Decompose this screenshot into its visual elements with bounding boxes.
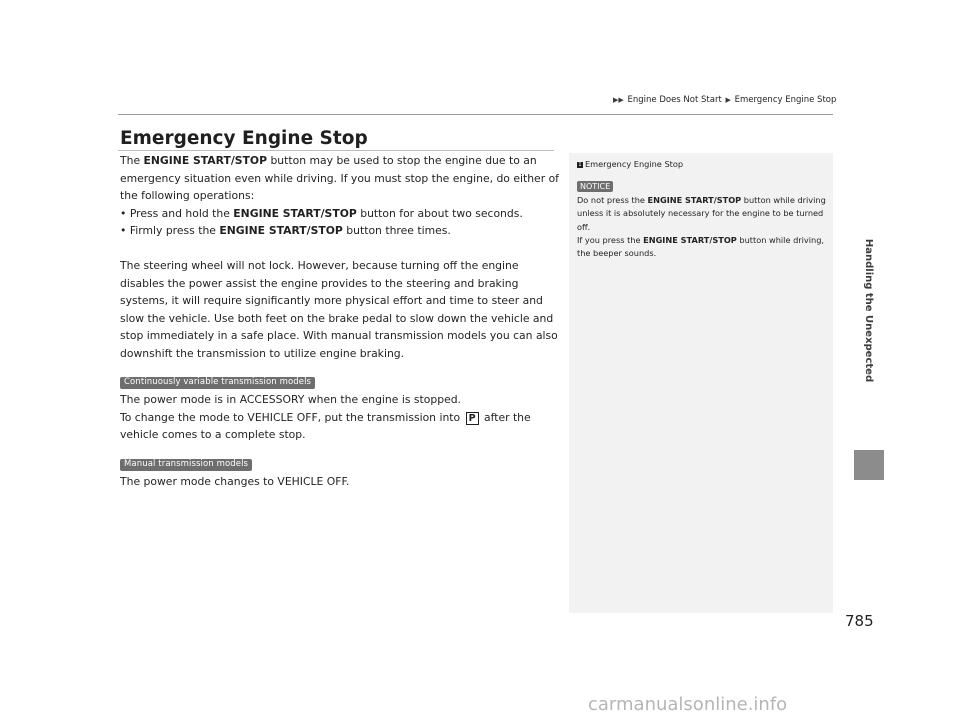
note-title: 1 Emergency Engine Stop bbox=[578, 159, 684, 169]
reference-marker-icon: 1 bbox=[578, 161, 582, 168]
double-triangle-arrow-icon: ▶▶ bbox=[613, 96, 624, 104]
cvt-line-2: To change the mode to VEHICLE OFF, put the transmission into P after the vehicle comes to a complete stop. bbox=[120, 410, 531, 441]
notice-badge: NOTICE bbox=[577, 181, 613, 192]
page-title: Emergency Engine Stop bbox=[120, 128, 368, 149]
steering-paragraph: The steering wheel will not lock. However, because turning off the engine disables the power assist the engine provides to the steering and braking systems, it will require significantly more physical effort and time to steer and slow the vehicle. Use both feet on the brake pedal to slow down the vehicle and stop immediately in a safe place. With manual transmission models you can also downshift the transmission to utilize engine braking. bbox=[120, 259, 558, 360]
sidebar-note bbox=[569, 153, 833, 613]
list-item: • Firmly press the ENGINE START/STOP button three times. bbox=[120, 224, 451, 237]
watermark[interactable]: carmanualsonline.info bbox=[588, 694, 788, 715]
manual-models-tag: Manual transmission models bbox=[120, 459, 252, 471]
breadcrumb bbox=[612, 95, 836, 105]
header-divider bbox=[118, 114, 833, 115]
list-item: • Press and hold the ENGINE START/STOP button for about two seconds. bbox=[120, 206, 523, 220]
section-tab bbox=[854, 180, 884, 440]
cvt-line-1: The power mode is in ACCESSORY when the engine is stopped. bbox=[120, 393, 461, 406]
note-paragraph-1: Do not press the ENGINE START/STOP button while driving unless it is absolutely necessary for the engine to be turned off. bbox=[577, 194, 826, 232]
title-divider bbox=[118, 150, 554, 151]
breadcrumb-item-emergency-engine-stop[interactable]: Emergency Engine Stop bbox=[734, 95, 837, 105]
engine-start-stop-label: ENGINE START/STOP bbox=[143, 154, 268, 167]
triangle-arrow-icon: ▶ bbox=[725, 96, 731, 104]
manual-line: The power mode changes to VEHICLE OFF. bbox=[120, 474, 350, 488]
main-content bbox=[120, 152, 560, 490]
park-gear-icon: P bbox=[466, 412, 479, 425]
cvt-models-tag: Continuously variable transmission models bbox=[120, 377, 315, 389]
page-number: 785 bbox=[845, 612, 874, 630]
intro-paragraph: The ENGINE START/STOP button may be used to stop the engine due to an emergency situation even while driving. If you must stop the engine, do either of the following operations: bbox=[120, 154, 559, 202]
section-tab-marker bbox=[854, 450, 884, 480]
section-tab-label: Handling the Unexpected bbox=[863, 238, 875, 382]
breadcrumb-item-engine-does-not-start[interactable]: Engine Does Not Start bbox=[627, 95, 722, 105]
note-paragraph-2: If you press the ENGINE START/STOP button while driving, the beeper sounds. bbox=[577, 235, 825, 259]
